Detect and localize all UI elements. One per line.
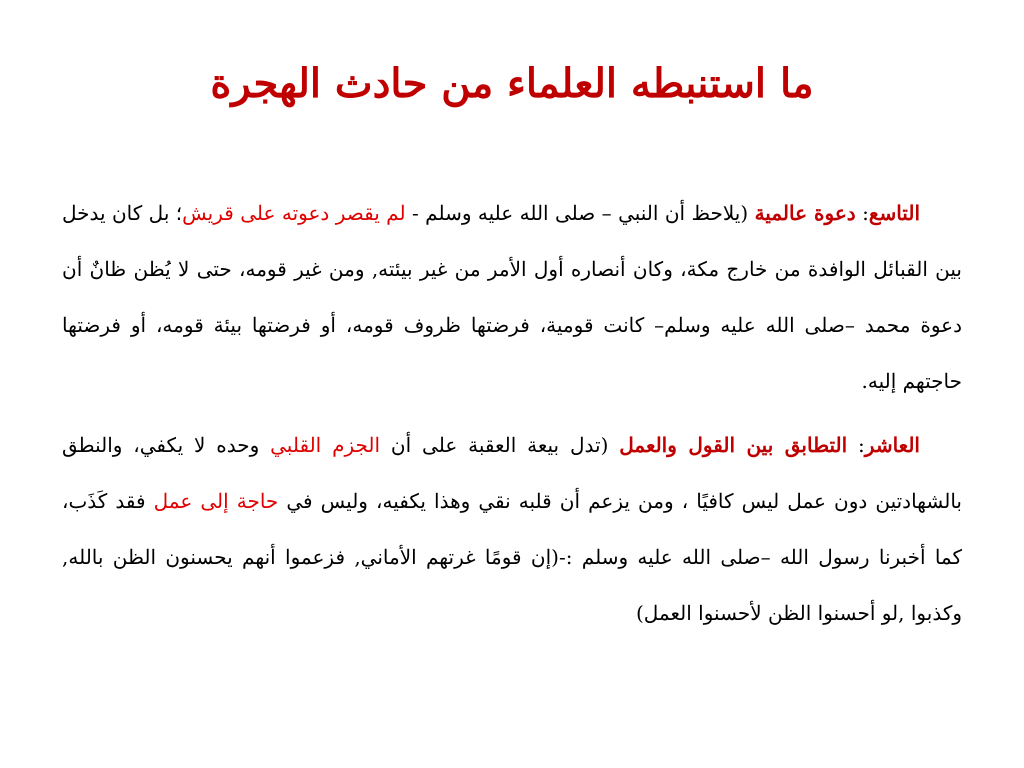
paragraph-tenth: [62, 417, 962, 641]
slide-title: ما استنبطه العلماء من حادث الهجرة: [210, 60, 814, 107]
para-topic: التطابق بين القول والعمل: [619, 433, 848, 457]
para-text: وحده لا يكفي، والنطق بالشهادتين دون عمل ليس كافيًا ، ومن يزعم أن قلبه نقي وهذا يكفيه، وليس في: [62, 433, 962, 513]
slide-body: [62, 185, 962, 649]
para-highlight: حاجة إلى عمل: [153, 489, 279, 513]
para-label: التاسع: [868, 201, 920, 225]
para-topic: دعوة عالمية: [754, 201, 856, 225]
para-text: (يلاحظ أن النبي – صلى الله عليه وسلم -: [405, 201, 755, 225]
para-text: فقد كَذَب، كما أخبرنا رسول الله –صلى الله عليه وسلم :-(إن قومًا غرتهم الأماني, فزعموا أنهم يحسنون الظن بالله, وكذبوا ,لو أحسنوا الظن لأحسنوا العمل): [62, 489, 962, 625]
paragraph-ninth: [62, 185, 962, 409]
para-separator: :: [855, 201, 869, 225]
para-text: (تدل بيعة العقبة على أن: [380, 433, 620, 457]
para-highlight: الجزم القلبي: [270, 433, 381, 457]
para-highlight: لم يقصر دعوته على قريش: [182, 201, 406, 225]
para-label: العاشر: [864, 433, 920, 457]
para-separator: :: [847, 433, 865, 457]
para-text: ؛ بل كان يدخل بين القبائل الوافدة من خارج مكة، وكان أنصاره أول الأمر من غير بيئته, ومن غير قومه، حتى لا يُظن ظانٌ أن دعوة محمد –صلى الله عليه وسلم– كانت قومية، فرضتها ظروف قومه، أو فرضتها بيئة قومه، أو فرضتها حاجتهم إليه.: [62, 201, 962, 393]
